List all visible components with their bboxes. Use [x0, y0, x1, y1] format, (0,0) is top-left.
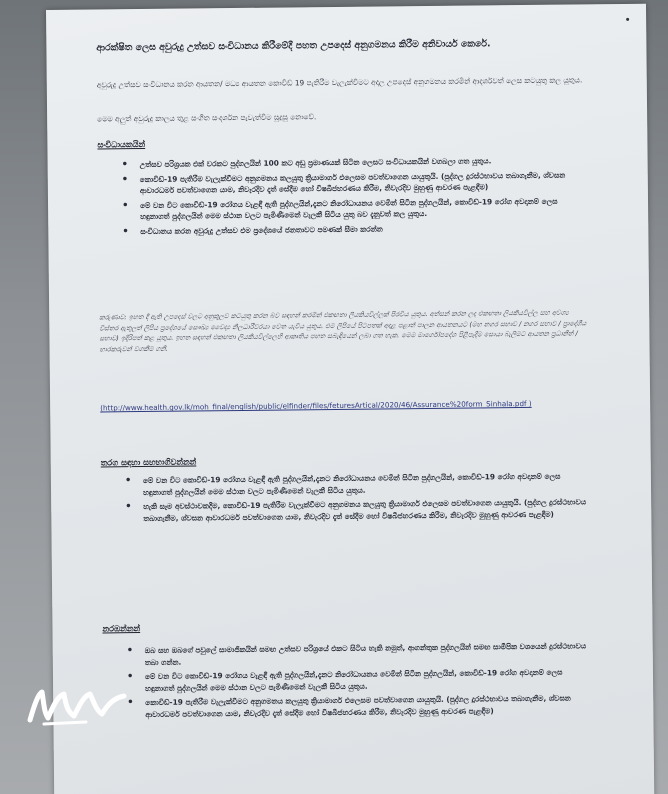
- list-item: • හැකි සෑම අවස්ථාවකදීම, කොවිඩ්-19 පැතිරීම වැලැක්වීමට අනුගමනය කලයුතු ක්‍රියාමාර්ග එලෙසම පවත්වාගෙන යායුතුයි. (පුද්ගල දුරස්ථභාවය තබාගැනීම, ශ්වසන ආවාරධර්ම පවත්වාගෙන යාම, නිවැරදිව දෑත් සේදීම හෝ විෂබීජහරණය කිරීම, නිවැරදිව මුහුණු ආවරණ පැළඳීම): [101, 496, 591, 524]
- list-item: • මේ වන විට කොවිඩ්-19 රෝගය වැළඳී ඇති පුද්ගලයින්,දැනට නිරෝධායනය වෙමින් සිටින පුද්ගලයින්, කොවිඩ්-19 රෝග අවදානම් ලෙස හඳුනාගත් පුද්ගලයින් මෙම ස්ථාන වලට පැමිණීමෙන් වැලකී සිටිය යුතුය.: [103, 666, 593, 694]
- list-item: • කොවිඩ්-19 පැතිරීම වැලැක්වීමට අනුගමනය කලයුතු ක්‍රියාමාර්ග එලෙසම පවත්වාගෙන යායුතුයි. (පුද්ගල දුරස්ථභාවය තබාගැනීම, ශ්වසන ආවාරධර්ම පවත්වාගෙන යාම, නිවැරදිව දෑත් සේදීම හෝ විෂබීජහරණය කිරීම, නිවැරදිව මුහුණු ආවරණ පැළඳීම): [103, 692, 593, 720]
- participants-heading: තරග සඳහා සහභාගිවන්නන්: [100, 456, 197, 468]
- list-item: • මේ වන විට කොවිඩ්-19 රෝගය වැළඳී ඇති පුද්ගලයින්,දැනට නිරෝධායනය වෙමින් සිටින පුද්ගලයින්, කොවිඩ්-19 රෝග අවදානම් ලෙස හඳුනාගත් පුද්ගලයින් මෙම ස්ථාන වලට පැමිණීමෙන් වැලකී සිටිය යුතුය.: [101, 470, 591, 498]
- intro-paragraph-2: මෙම අලුත් අවුරුදු කාලය තුළ සංගීත සංදර්ශන පැවැත්වීම සුදුසු නොවේ.: [97, 112, 317, 124]
- list-item: • කොවිඩ්-19 පැතිරීම වැලැක්වීමට අනුගමනය කලයුතු ක්‍රියාමාර්ග එලෙසම පවත්වාගෙන යායුතුයි. (පුද්ගල දුරස්ථභාවය තබාගැනීම, ශ්වසන ආවාරධර්ම පවත්වාගෙන යාම, නිවැරදිව දෑත් සේදීම හෝ විෂබීජහරණය කිරීම, නිවැරදිව මුහුණු ආවරණ පැළඳීම): [98, 169, 588, 197]
- organizers-heading: සංවිධායකයින්: [97, 138, 146, 150]
- organizers-list: [98, 154, 589, 240]
- document-page: [46, 4, 654, 794]
- list-item: • ඔබ සහ ඔබගේ පවුලේ සාමාජිකයින් සමඟ උත්සව පරිශ්‍රයේ එකට සිටිය හැකි නමුත්, ආගන්තුක පුද්ගලයින් සමඟ සාමීපික වශයෙන් දුරස්ථභාවය තබා ගන්න.: [103, 640, 593, 668]
- list-item: • සංවිධානය කරන අවුරුදු උත්සව එම ප්‍රදේශයේ ජනතාවට පමණක් සීමා කරන්න: [98, 221, 588, 238]
- handwritten-scribble: [24, 682, 134, 732]
- list-item: • මේ වන විට කොවිඩ්-19 රෝගය වැළඳී ඇති පුද්ගලයින්,දැනට නිරෝධායනය වෙමින් සිටින පුද්ගලයින්, කොවිඩ්-19 රෝග අවදානම් ලෙස හඳුනාගත් පුද්ගලයින් මෙම ස්ථාන වලට පැමිණීමෙන් වැලකී සිටිය යුතු බව දැනුවත් කල යුතුය.: [98, 195, 588, 223]
- spectators-heading: නරඹන්නන්: [102, 623, 141, 634]
- participants-list: [101, 470, 592, 527]
- organizers-note: කරුණාව: ඉහත දී ඇති උපදෙස් වලට අනුකූලව කටයුතු කරන බව සඳහන් කරමින් එකඟතා ලියකියවිල්ලක් පිරවිය යුතුය. අත්සන් කරන ලද එකඟතා ලියකියවිල්ල සහ අවශ්‍ය විස්තර ඇතුලත් ලිපිය ප්‍රදේශයේ සෞඛ්‍ය වෛද්‍ය නිලධාරීවරයා වෙත යැවිය යුතුය. එම ලිපියේ පිටපතක් අදාළ පළාත් පාලන ආයතනයට (මහ නගර සභාව / නගර සභාව / ප්‍රාදේශීය සභාව) ඉදිරිපත් කළ යුතුය. ඉහත සඳහන් එකඟතා ලියකියවිල්ලෙහි ආකෘතිය පහත සබැඳියෙන් ලබා ගත හැක. මෙම මාර්ගෝපදේශ පිළිපැදීම සොයා බැලීමට ආයතන ප්‍රධානීන් / භාරකරුවන් වගකීම ගනී.: [99, 308, 587, 353]
- document-title: ආරක්ෂිත ලෙස අවුරුදු උත්සව සංවිධානය කිරීමේදී පහත උපදෙස් අනුගමනය කිරීම අනිවාර්ය කෙරේ.: [96, 38, 491, 54]
- assurance-form-link[interactable]: (http://www.health.gov.lk/moh_final/english/public/elfinder/files/feturesArtical/2020/46/Assurance%20form_Sinhala.pdf ): [100, 398, 532, 413]
- ink-dot: [626, 18, 629, 21]
- spectators-list: [103, 640, 594, 723]
- list-item: • උත්සව පරිශ්‍රයක එක් වරකට පුද්ගලයින් 100 කට අඩු ප්‍රමාණයක් සිටින ලෙසට සංවිධායකයින් වගබලා ගත යුතුය.: [98, 154, 588, 171]
- intro-paragraph-1: අවුරුදු උත්සව සංවිධානය කරන ආයතන/ මධ්‍ය ආයතන කොවිඩ් 19 පැතිරීම වැලැක්වීමට අදාල උපදෙස් අනුගමනය කරමින් ආදර්ශවත් ලෙස කටයුතු කල යුතුය.: [96, 75, 583, 90]
